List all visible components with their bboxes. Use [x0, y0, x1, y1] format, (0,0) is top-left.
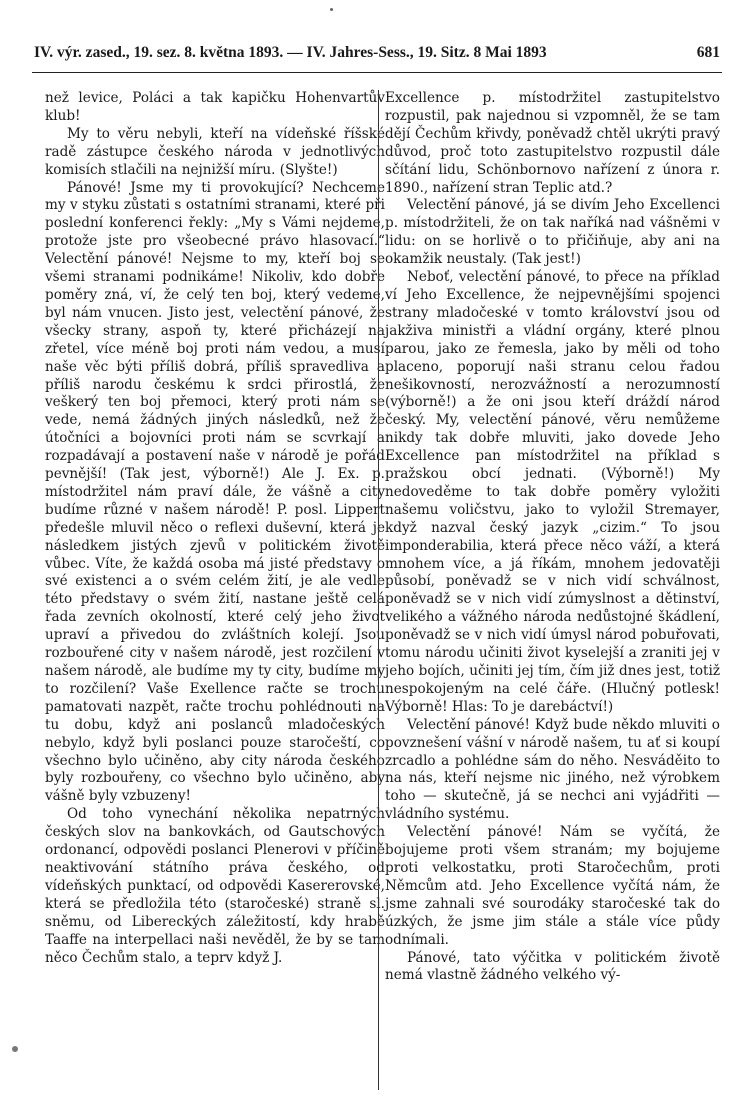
- paragraph: Pánové, tato výčitka v politickém životě nemá vlastně žádného velkého vý-: [385, 949, 720, 984]
- paragraph: Pánové! Jsme my ti provokující? Nechceme my v styku zůstati s ostatními stranami, které při poslední konferenci řekly: „My s Vámi nejdeme, protože jste pro všeobecné právo hlasovací.“ Velectění pánové! Nejsme to my, kteří boj se všemi stranami podnikáme! Nikoliv, kdo dobře poměry zná, ví, že celý ten boj, který vedeme, byl nám vnucen. Jisto jest, velectění pánové, že všecky strany, aspoň ty, které přicházejí na zřetel, více méně boj proti nám vedou, a musí naše věc býti příliš dobrá, příliš spravedliva a příliš narodu českému k srdci přirostlá, že veškerý ten boj přemoci, který proti nám se vede, nemá žádných jiných následků, než že útočníci a bojovníci proti nám se scvrkají a rozpadávají a postavení naše v národě je pořád pevnější! (Tak jest, výborně!) Ale J. Ex. p. místodržitel nám praví dále, že vášně a city budíme různé v našem národě! P. posl. Lippert předešle mluvil něco o reflexi duševní, která je následkem jistých zjevů v politickém životě vůbec. Víte, že každá osoba má jisté představy o své existenci a o svém celém žití, je ale vedle této představy o svém žití, nastane ještě celá řada zevních okolností, které celý jeho život upraví a přivedou do zvláštních kolejí. Jsou rozbouřené city v našem národě, jest rozčilení v našem národě, ale budíme my ty city, budíme my to rozčilení? Vaše Exellence račte se trochu pamatovati nazpět, račte trochu pohlédnouti na tu dobu, když ani poslanců mladočeských nebylo, když byli poslanci pouze staročeští, co všechno bylo učiněno, aby city národa českého byly rozbouřeny, co všechno bylo učiněno, aby vášně byly vzbuzeny!: [45, 179, 385, 805]
- running-head: IV. výr. zased., 19. sez. 8. května 1893. — IV. Jahres-Sess., 19. Sitz. 8 Mai 1893: [34, 44, 547, 61]
- paragraph: Velectění pánové, já se divím Jeho Excellenci p. místodržiteli, že on tak naříká nad vášněmi v lidu: on se horlivě o to přičiňuje, aby ani na okamžik neustaly. (Tak jest!): [385, 197, 720, 268]
- right-column: [385, 90, 720, 985]
- paragraph: Velectění pánové! Když bude někdo mluviti o povznešení vášní v národě našem, tu ať si koupí zrcadlo a pohlédne sám do něho. Nesváděito to na nás, kteří nejsme nic jiného, než výrobkem toho — skutečně, já se nechci ani vyjádřiti — vládního systému.: [385, 716, 720, 823]
- paragraph: Velectění pánové! Nám se vyčítá, že bojujeme proti všem stranám; my bojujeme proti velkostatku, proti Staročechům, proti Němcům atd. Jeho Excellence vyčítá nám, že jsme zahnali své sourodáky staročeské tak do úzkých, že jsme jim stále a stále více půdy odnímali.: [385, 824, 720, 948]
- paragraph: Neboť, velectění pánové, to přece na příklad ví Jeho Excellence, že nejpevnějšími spojenci strany mladočeské v tomto království jsou od jakživa ministři a vládní orgány, které plnou parou, jako ze řemesla, jako by měli od toho placeno, poporují naši stranu celou řadou nešikovností, nerozvážností a nerozumností (výborně!) a že oni jsou kteří dráždí národ český. My, velectění pánové, věru nemůžeme nikdy tak dobře mluviti, jako dovede Jeho Excellence pan místodržitel na příklad s pražskou obcí jednati. (Výborně!) My nedoveděme to tak dobře poměry vyložiti našemu voličstvu, jako to vyložil Stremayer, když nazval český jazyk „cizim.“ To jsou imponderabilia, která přece něco váží, a která mnohem více, a já říkám, mnohem jedovatěji působí, poněvadž se v nich vidí schválnost, poněvadž se v nich vidí zúmyslnost a dětinství, velikého a vážného národa nedůstojné škádlení, poněvadž se v nich vidí úmysl národ pobuřovati, tomu národu učiniti život kyselejší a zraniti jej v jeho bojích, učiniti jej tím, čím již dnes jest, totiž nespokojeným na celé čáře. (Hlučný potlesk! Výborně! Hlas: To je darebáctví!): [385, 269, 720, 715]
- paragraph: než levice, Poláci a tak kapičku Hohenvartův klub!: [45, 90, 385, 124]
- print-speck: [330, 8, 333, 11]
- paragraph: Excellence p. místodržitel zastupitelstvo rozpustil, pak najednou si vzpomněl, že se tam dějí Čechům křivdy, poněvadž chtěl ukrýti pravý důvod, proč toto zastupitelstvo rozpustil dále sčítání lidu, Schönbornovo nařízení z února r. 1890., nařízení stran Teplic atd.?: [385, 90, 720, 196]
- paragraph: Od toho vynechání několika nepatrných českých slov na bankovkách, od Gautschových ordonancí, odpovědi poslanci Plenerovi v příčině neaktivování státního práva českého, od vídeňských punktací, od odpovědi Kasererovské, která se předložila této (staročeské) straně sl. sněmu, od Libereckých záležitostí, kdy hrabě Taaffe na interpellaci naši nevěděl, že by se tam něco Čechům stalo, a teprv když J.: [45, 806, 385, 966]
- header-rule: [32, 72, 722, 73]
- left-column: [45, 90, 385, 967]
- column-divider: [378, 90, 379, 1090]
- paragraph: My to věru nebyli, kteří na vídeňské říšské radě zástupce českého národa v jednotlivých komisích stlačili na nejnižší míru. (Slyšte!): [45, 125, 385, 178]
- margin-mark: [12, 1046, 18, 1052]
- page-number: 681: [696, 44, 720, 61]
- page-header: [28, 44, 728, 68]
